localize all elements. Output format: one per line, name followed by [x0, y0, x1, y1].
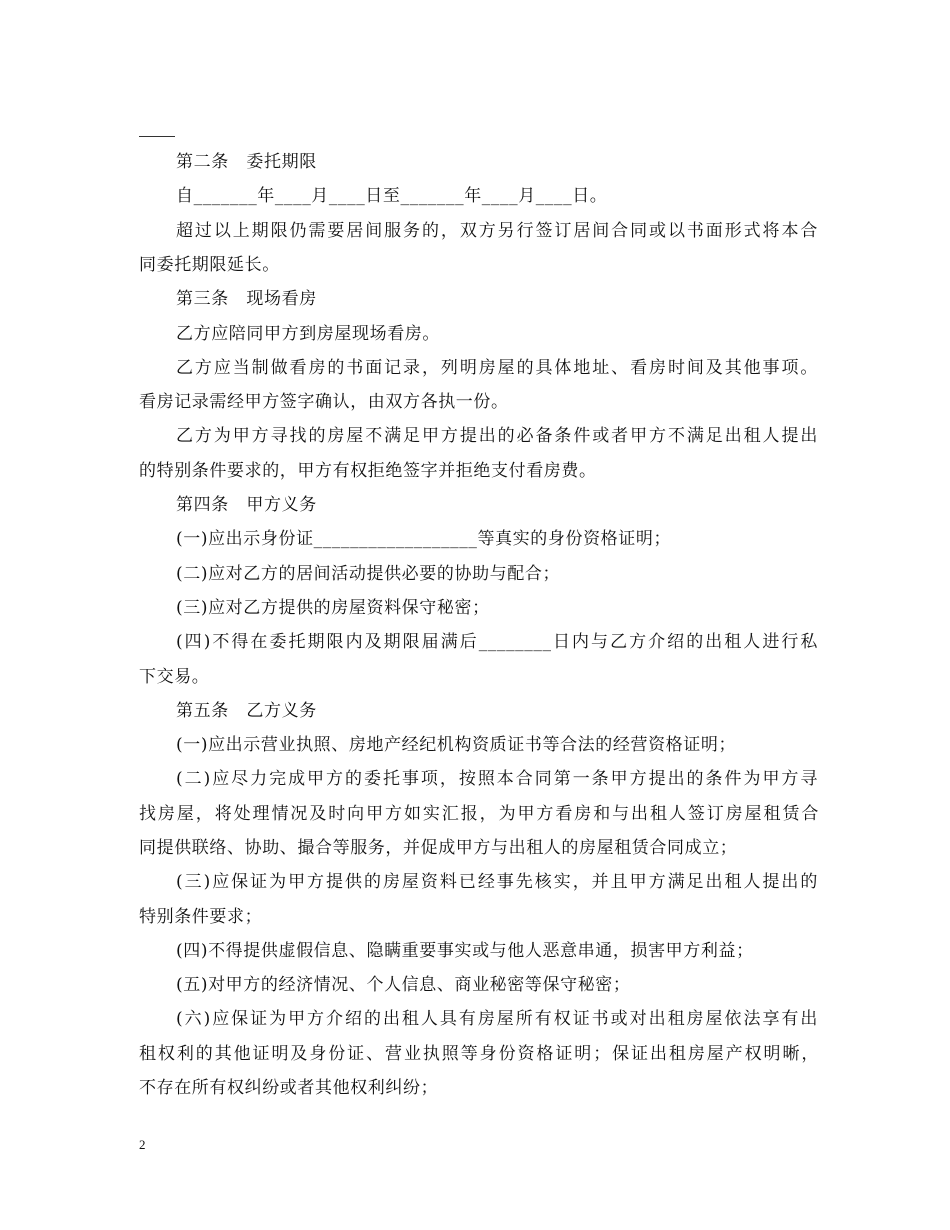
- body-line: 超过以上期限仍需要居间服务的，双方另行签订居间合同或以书面形式将本合: [176, 221, 818, 241]
- body-line: 看房记录需经甲方签字确认，由双方各执一份。: [139, 392, 509, 412]
- body-line: 第四条 甲方义务: [176, 495, 317, 515]
- body-line: (一)应出示身份证__________________等真实的身份资格证明；: [176, 529, 672, 549]
- body-line: 第五条 乙方义务: [176, 701, 317, 721]
- body-line: 的特别条件要求的，甲方有权拒绝签字并拒绝支付看房费。: [139, 461, 597, 481]
- body-line: (三)应保证为甲方提供的房屋资料已经事先核实，并且甲方满足出租人提出的: [176, 872, 818, 892]
- body-line: 第二条 委托期限: [176, 152, 317, 172]
- body-line: (三)应对乙方提供的房屋资料保守秘密；: [176, 598, 490, 618]
- body-line: 同提供联络、协助、撮合等服务，并促成甲方与出租人的房屋租赁合同成立；: [139, 838, 738, 858]
- body-line: 乙方应当制做看房的书面记录，列明房屋的具体地址、看房时间及其他事项。: [176, 358, 818, 378]
- body-line: 不存在所有权纠纷或者其他权利纠纷；: [139, 1078, 439, 1098]
- body-line: 下交易。: [139, 667, 210, 687]
- body-line: 自_______年____月____日至_______年____月____日。: [176, 186, 608, 206]
- body-line: 同委托期限延长。: [139, 255, 280, 275]
- body-line: (四)不得在委托期限内及期限届满后________日内与乙方介绍的出租人进行私: [176, 632, 818, 652]
- body-line: (二)应尽力完成甲方的委托事项，按照本合同第一条甲方提出的条件为甲方寻: [176, 769, 818, 789]
- body-line: (二)应对乙方的居间活动提供必要的协助与配合；: [176, 564, 561, 584]
- page-number: 2: [139, 1137, 146, 1152]
- body-line: (一)应出示营业执照、房地产经纪机构资质证书等合法的经营资格证明；: [176, 735, 737, 755]
- body-line: 找房屋，将处理情况及时向甲方如实汇报，为甲方看房和与出租人签订房屋租赁合: [139, 804, 819, 824]
- body-line: 乙方应陪同甲方到房屋现场看房。: [176, 324, 440, 344]
- body-line: (五)对甲方的经济情况、个人信息、商业秘密等保守秘密；: [176, 975, 631, 995]
- top-blank-rule: [139, 136, 175, 137]
- body-line: (四)不得提供虚假信息、隐瞒重要事实或与他人恶意串通，损害甲方利益；: [176, 941, 754, 961]
- body-line: 特别条件要求；: [139, 907, 263, 927]
- body-line: 乙方为甲方寻找的房屋不满足甲方提出的必备条件或者甲方不满足出租人提出: [176, 426, 818, 446]
- body-line: 第三条 现场看房: [176, 289, 317, 309]
- body-line: 租权利的其他证明及身份证、营业执照等身份资格证明；保证出租房屋产权明晰，: [139, 1044, 819, 1064]
- body-line: (六)应保证为甲方介绍的出租人具有房屋所有权证书或对出租房屋依法享有出: [176, 1009, 818, 1029]
